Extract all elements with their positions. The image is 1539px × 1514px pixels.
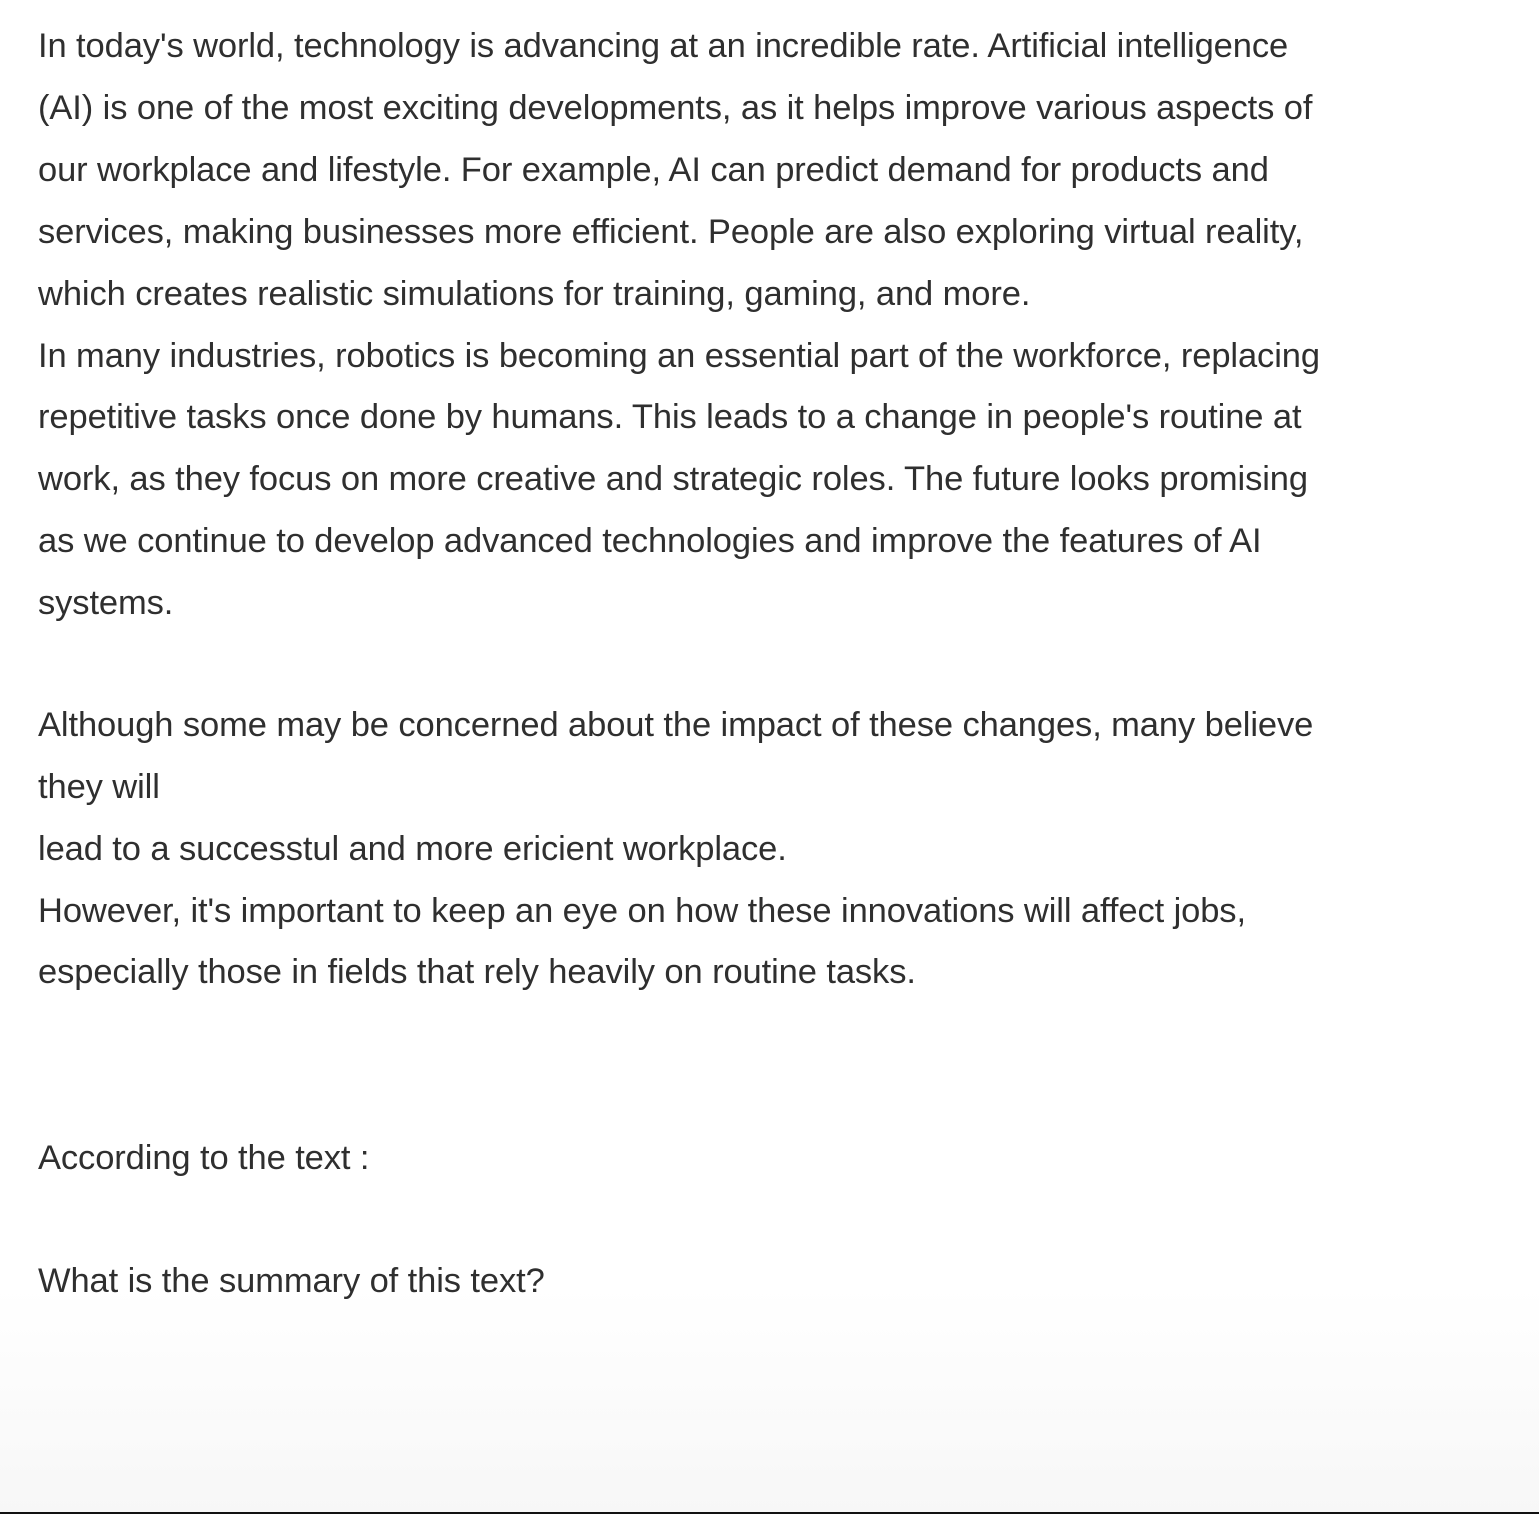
text-line: repetitive tasks once done by humans. This leads to a change in people's routine at (38, 398, 1302, 436)
question-text: What is the summary of this text? (38, 1262, 545, 1300)
text-line: work, as they focus on more creative and strategic roles. The future looks promising (38, 460, 1308, 498)
prompt-text: According to the text : (38, 1139, 370, 1177)
text-line: our workplace and lifestyle. For example, AI can predict demand for products and (38, 151, 1269, 189)
text-line: However, it's important to keep an eye on how these innovations will affect jobs, (38, 892, 1246, 930)
text-line: which creates realistic simulations for training, gaming, and more. (38, 275, 1031, 313)
text-line: lead to a successtul and more ericient workplace. (38, 830, 787, 868)
text-line: they will (38, 768, 160, 806)
text-line: In today's world, technology is advancing at an incredible rate. Artificial intelligence (38, 27, 1289, 65)
text-line: In many industries, robotics is becoming an essential part of the workforce, replacing (38, 337, 1320, 375)
text-line: especially those in fields that rely heavily on routine tasks. (38, 953, 916, 991)
text-line: systems. (38, 584, 174, 622)
text-line: (AI) is one of the most exciting developments, as it helps improve various aspects of (38, 89, 1313, 127)
text-line: services, making businesses more efficient. People are also exploring virtual reality, (38, 213, 1304, 251)
text-line: as we continue to develop advanced technologies and improve the features of AI (38, 522, 1262, 560)
text-line: Although some may be concerned about the impact of these changes, many believe (38, 706, 1314, 744)
